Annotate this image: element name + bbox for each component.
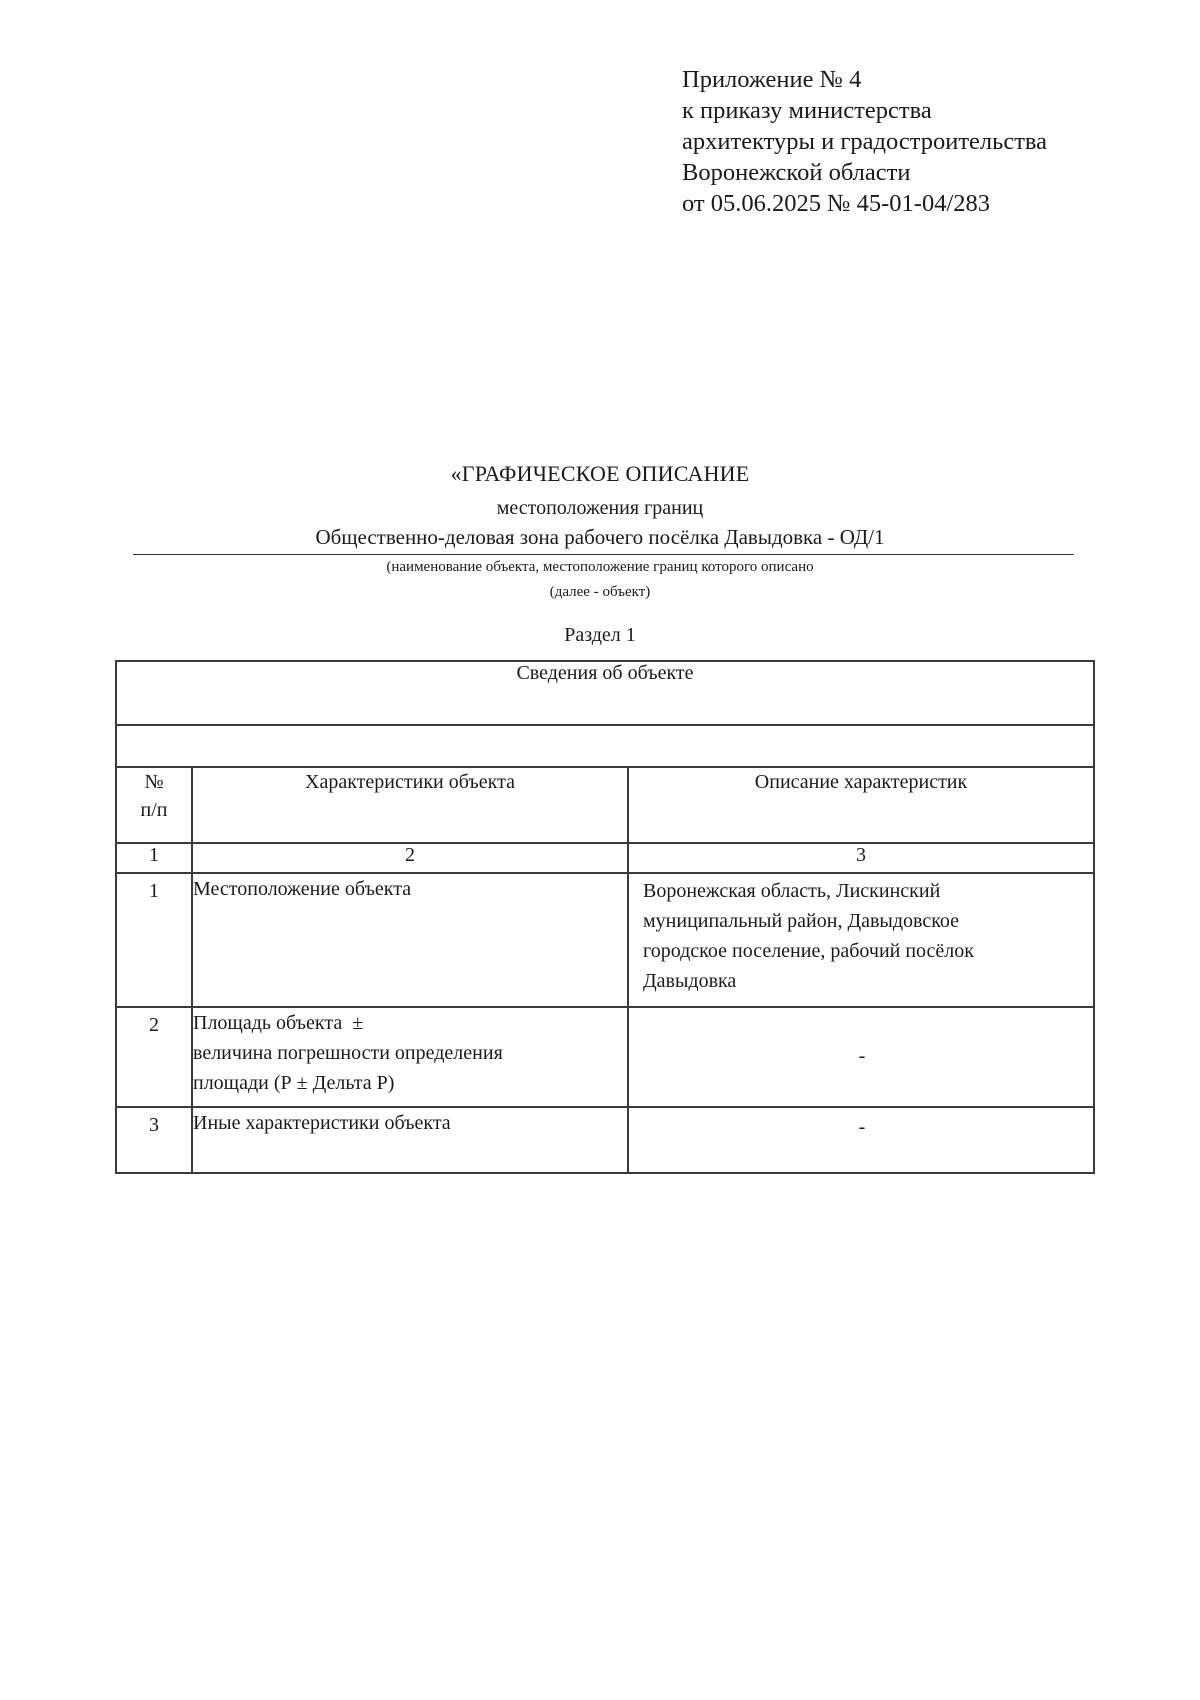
row-characteristic-line: Иные характеристики объекта — [193, 1112, 451, 1134]
object-name-underline — [133, 554, 1074, 555]
column-numbers-row — [116, 843, 1094, 873]
table-header: Сведения об объекте — [116, 661, 1094, 725]
row-description-line: муниципальный район, Давыдовское — [643, 910, 960, 932]
row-description-line: Давыдовка — [643, 970, 737, 992]
row-characteristic — [192, 873, 628, 1007]
document-subtitle: местоположения границ — [496, 497, 704, 519]
appendix-line: Приложение № 4 — [682, 66, 862, 93]
row-characteristic-line: величина погрешности определения — [193, 1042, 503, 1064]
table-row — [116, 873, 1094, 1007]
column-number: 3 — [628, 843, 1094, 873]
appendix-line: Воронежской области — [682, 159, 911, 186]
section-label: Раздел 1 — [564, 624, 636, 646]
column-header-number-line: № — [144, 771, 164, 793]
column-header-description: Описание характеристик — [628, 767, 1094, 843]
column-headers-row — [116, 767, 1094, 843]
table-header-row — [116, 661, 1094, 725]
column-header-number-line: п/п — [140, 799, 168, 821]
row-characteristic-line: Площадь объекта ± — [193, 1012, 364, 1034]
object-info-table — [115, 660, 1095, 1174]
row-characteristic — [192, 1107, 628, 1173]
document-title: «ГРАФИЧЕСКОЕ ОПИСАНИЕ — [450, 461, 750, 486]
column-number: 2 — [192, 843, 628, 873]
row-description — [628, 1007, 1094, 1107]
table-row — [116, 1007, 1094, 1107]
appendix-line: к приказу министерства — [682, 97, 932, 124]
row-number: 3 — [116, 1107, 192, 1173]
table-row — [116, 1107, 1094, 1173]
row-number: 2 — [116, 1007, 192, 1107]
object-name-caption-continued: (далее - объект) — [549, 584, 651, 600]
row-description-line: Воронежская область, Лискинский — [643, 880, 941, 902]
column-number: 1 — [116, 843, 192, 873]
appendix-block — [682, 64, 1182, 219]
row-description-line: - — [858, 1045, 866, 1067]
row-description-line: - — [858, 1116, 866, 1138]
appendix-line: архитектуры и градостроительства — [682, 128, 1048, 155]
row-characteristic — [192, 1007, 628, 1107]
object-name: Общественно-деловая зона рабочего посёлка Давыдовка - ОД/1 — [315, 525, 885, 549]
table-empty-cell — [116, 725, 1094, 767]
row-description-line: городское поселение, рабочий посёлок — [643, 940, 974, 962]
object-name-caption: (наименование объекта, местоположение границ которого описано — [386, 559, 814, 575]
row-number: 1 — [116, 873, 192, 1007]
column-header-number — [116, 767, 192, 843]
table-empty-row — [116, 725, 1094, 767]
row-characteristic-line: Местоположение объекта — [193, 878, 412, 900]
row-description — [628, 873, 1094, 1007]
row-description — [628, 1107, 1094, 1173]
column-header-characteristics: Характеристики объекта — [192, 767, 628, 843]
appendix-line: от 05.06.2025 № 45-01-04/283 — [682, 190, 991, 217]
row-characteristic-line: площади (Р ± Дельта Р) — [193, 1072, 395, 1094]
